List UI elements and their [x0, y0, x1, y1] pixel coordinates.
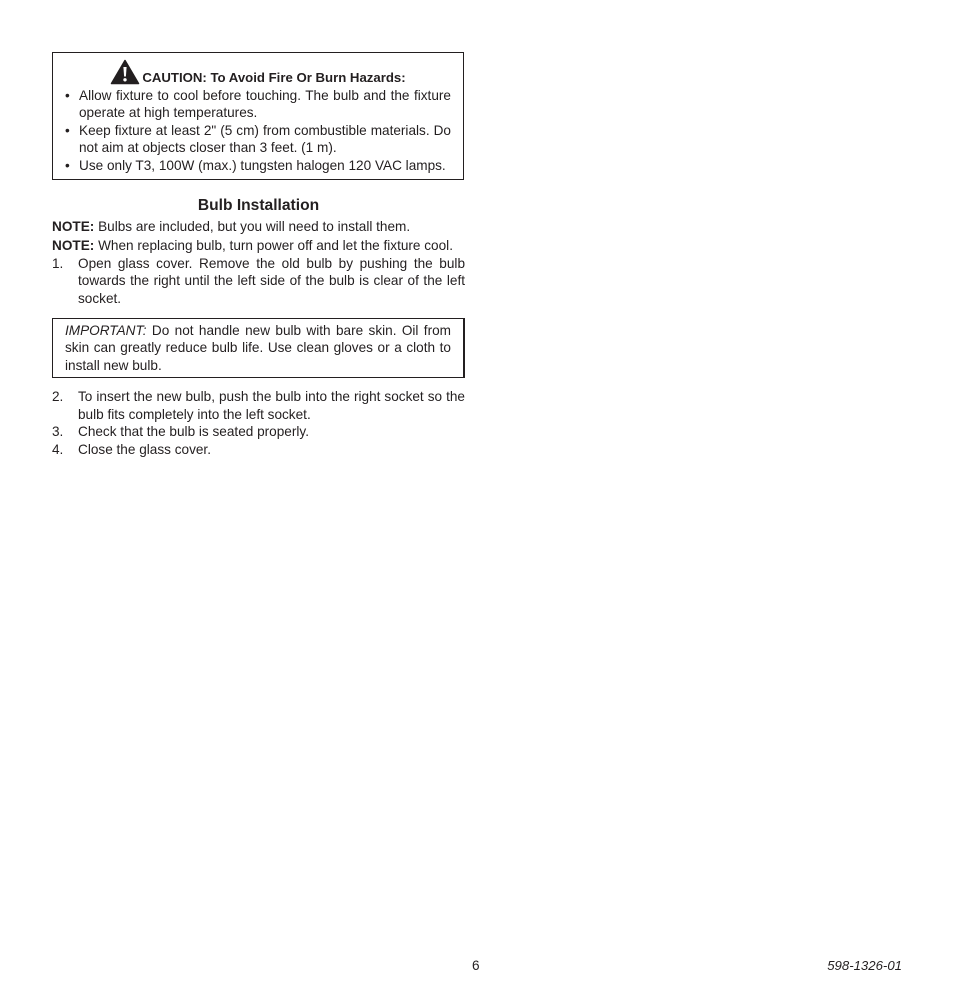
step-item: 2. To insert the new bulb, push the bulb into the right socket so the bulb fits completely into the left socket. — [52, 389, 465, 422]
note-paragraph: NOTE: When replacing bulb, turn power off and let the fixture cool. — [52, 238, 453, 254]
step-item: 3. Check that the bulb is seated properly. — [52, 424, 309, 440]
caution-list — [65, 87, 451, 174]
caution-item: • Keep fixture at least 2" (5 cm) from combustible materials. Do not aim at objects closer than 3 feet. (1 m). — [65, 122, 451, 156]
warning-triangle-icon — [110, 59, 140, 85]
important-label: IMPORTANT: — [65, 323, 147, 339]
section-title: Bulb Installation — [197, 197, 320, 215]
caution-title: CAUTION: To Avoid Fire Or Burn Hazards: — [142, 70, 406, 85]
caution-item: • Allow fixture to cool before touching. The bulb and the fixture operate at high temperatures. — [65, 88, 451, 121]
important-text: Do not handle new bulb with bare skin. Oil from skin can greatly reduce bulb life. Use clean gloves or a cloth to install new bulb. — [65, 323, 451, 373]
steps-list-first — [52, 255, 465, 307]
step-item: 1. Open glass cover. Remove the old bulb by pushing the bulb towards the right until the left side of the bulb is clear of the left socket. — [52, 255, 465, 306]
steps-list-second — [52, 388, 465, 458]
page-number: 6 — [472, 958, 480, 973]
document-code: 598-1326-01 — [827, 958, 902, 973]
caution-heading — [65, 59, 451, 87]
important-box — [52, 318, 465, 378]
step-item: 4. Close the glass cover. — [52, 441, 211, 457]
content-column — [52, 52, 465, 458]
note-paragraph: NOTE: Bulbs are included, but you will need to install them. — [52, 219, 411, 235]
caution-box — [52, 52, 464, 180]
caution-item: • Use only T3, 100W (max.) tungsten halogen 120 VAC lamps. — [65, 157, 446, 173]
